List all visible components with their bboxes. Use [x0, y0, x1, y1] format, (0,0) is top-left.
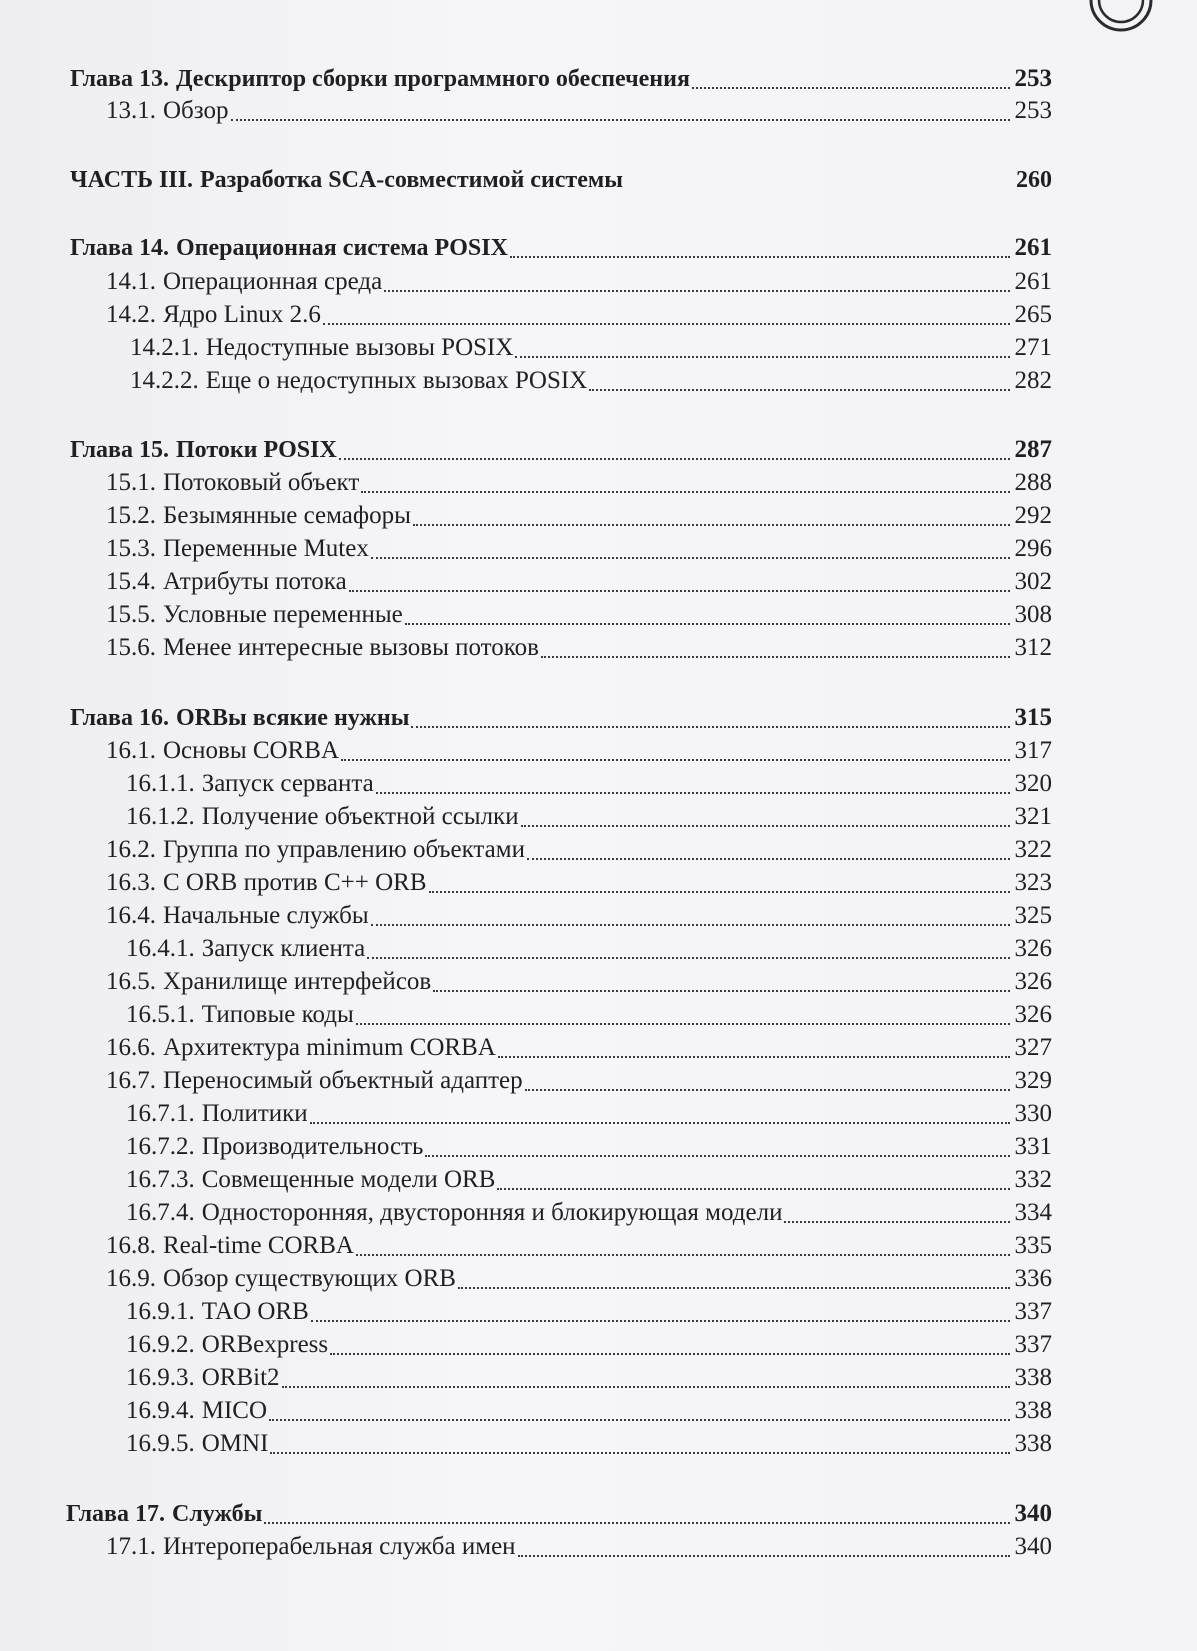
toc-section: [106, 631, 1052, 665]
dot-leader: [269, 1418, 1010, 1421]
toc-title: Операционная система POSIX: [176, 235, 508, 261]
dot-leader: [784, 1220, 1010, 1223]
dot-leader: [339, 457, 1010, 460]
toc-page: 261: [1014, 268, 1052, 295]
toc-subsection: [126, 1361, 1052, 1395]
toc-page: 308: [1014, 601, 1052, 628]
dot-leader: [311, 1319, 1010, 1322]
toc-page: 282: [1014, 367, 1052, 394]
toc-number: 16.9.1.: [126, 1298, 195, 1325]
dot-leader: [231, 118, 1010, 121]
toc-section: [106, 298, 1052, 332]
toc-section: [106, 734, 1052, 768]
toc-section: [106, 1229, 1052, 1263]
toc-number: 16.7.1.: [126, 1100, 195, 1127]
toc-page: 338: [1014, 1397, 1052, 1424]
toc-section: [106, 866, 1052, 900]
toc-number: 16.9.: [106, 1265, 156, 1292]
toc-chapter-13: [70, 62, 1052, 96]
toc-section: [106, 899, 1052, 933]
toc-title: Группа по управлению объектами: [163, 836, 525, 863]
dot-leader: [405, 622, 1010, 625]
toc-page: 296: [1014, 535, 1052, 562]
toc-number: 15.1.: [106, 469, 156, 496]
toc-title: Атрибуты потока: [163, 568, 347, 595]
dot-leader: [310, 1121, 1010, 1124]
toc-page: 322: [1014, 836, 1052, 863]
toc-section: [106, 565, 1052, 599]
dot-leader: [521, 824, 1010, 827]
toc-number: 16.5.: [106, 968, 156, 995]
toc-number: 13.1.: [106, 97, 156, 124]
toc-number: 16.2.: [106, 836, 156, 863]
toc-number: 16.1.2.: [126, 803, 195, 830]
toc-title: Начальные службы: [163, 902, 369, 929]
toc-page: 340: [1014, 1500, 1052, 1527]
dot-leader: [498, 1055, 1010, 1058]
toc-part-3: [70, 163, 1052, 197]
toc-title: Основы CORBA: [163, 737, 340, 764]
toc-page: 332: [1014, 1166, 1052, 1193]
dot-leader: [589, 388, 1010, 391]
toc-section: [106, 466, 1052, 500]
toc-number: Глава 13.: [70, 66, 169, 92]
toc-page: 323: [1014, 869, 1052, 896]
toc-number: 16.6.: [106, 1034, 156, 1061]
toc-subsection: [126, 998, 1052, 1032]
toc-title: Разработка SCA-совместимой системы: [199, 167, 623, 193]
toc-page: 331: [1014, 1133, 1052, 1160]
toc-section: [106, 1530, 1052, 1564]
toc-page: 325: [1014, 902, 1052, 929]
dot-leader: [518, 1554, 1010, 1557]
toc-page: 340: [1014, 1533, 1052, 1560]
toc-title: Недоступные вызовы POSIX: [205, 334, 514, 361]
toc-page: 330: [1014, 1100, 1052, 1127]
dot-leader: [625, 189, 1010, 190]
toc-title: ORBexpress: [201, 1331, 329, 1358]
toc-title: MICO: [201, 1397, 268, 1424]
dot-leader: [458, 1286, 1010, 1289]
toc-number: 14.2.2.: [130, 367, 199, 394]
toc-subsection: [126, 1394, 1052, 1428]
toc-page: 260: [1016, 167, 1052, 193]
dot-leader: [433, 989, 1010, 992]
toc-subsection: [126, 1130, 1052, 1164]
toc-title: Производительность: [201, 1133, 424, 1160]
toc-subsection: [130, 331, 1052, 365]
toc-page: 253: [1014, 97, 1052, 124]
toc-title: Потоковый объект: [163, 469, 360, 496]
toc-chapter-16: [70, 701, 1052, 735]
toc-page: 321: [1014, 803, 1052, 830]
toc-title: Запуск клиента: [201, 935, 366, 962]
toc-title: Политики: [201, 1100, 308, 1127]
toc-title: Переменные Mutex: [163, 535, 369, 562]
toc-page: 320: [1014, 770, 1052, 797]
toc-subsection: [130, 364, 1052, 398]
toc-page: 338: [1014, 1430, 1052, 1457]
toc-chapter-15: [70, 433, 1052, 467]
toc-page: 336: [1014, 1265, 1052, 1292]
dot-leader: [527, 857, 1010, 860]
toc-chapter-17: [66, 1497, 1052, 1531]
toc-number: 16.9.3.: [126, 1364, 195, 1391]
toc-number: Глава 17.: [66, 1501, 165, 1527]
toc-page: 265: [1014, 301, 1052, 328]
toc-title: Потоки POSIX: [176, 437, 337, 463]
toc-subsection: [126, 932, 1052, 966]
dot-leader: [413, 523, 1010, 526]
toc-title: Хранилище интерфейсов: [163, 968, 432, 995]
toc-title: Ядро Linux 2.6: [163, 301, 321, 328]
toc-page: 337: [1014, 1331, 1052, 1358]
toc-number: 16.9.4.: [126, 1397, 195, 1424]
toc-subsection: [126, 1163, 1052, 1197]
toc-subsection: [126, 1295, 1052, 1329]
toc-title: ORBы всякие нужны: [176, 705, 410, 731]
toc-section: [106, 532, 1052, 566]
dot-leader: [692, 86, 1010, 89]
toc-page: 302: [1014, 568, 1052, 595]
toc-number: 15.3.: [106, 535, 156, 562]
dot-leader: [361, 490, 1010, 493]
toc-number: 16.1.: [106, 737, 156, 764]
toc-page: 338: [1014, 1364, 1052, 1391]
toc-title: Real-time CORBA: [163, 1232, 354, 1259]
toc-page: 287: [1014, 436, 1052, 463]
toc-page: 312: [1014, 634, 1052, 661]
toc-number: 15.2.: [106, 502, 156, 529]
toc-page: 253: [1014, 65, 1052, 92]
toc-section: [106, 965, 1052, 999]
toc-page: 315: [1014, 704, 1052, 731]
toc-number: 16.7.2.: [126, 1133, 195, 1160]
toc-number: 14.2.1.: [130, 334, 199, 361]
toc-page: 334: [1014, 1199, 1052, 1226]
toc-number: 16.1.1.: [126, 770, 195, 797]
dot-leader: [323, 322, 1010, 325]
dot-leader: [330, 1352, 1010, 1355]
dot-leader: [541, 655, 1010, 658]
toc-title: Безымянные семафоры: [163, 502, 411, 529]
toc-number: 16.5.1.: [126, 1001, 195, 1028]
toc-number: 16.7.4.: [126, 1199, 195, 1226]
toc-subsection: [126, 767, 1052, 801]
toc-title: Архитектура minimum CORBA: [163, 1034, 496, 1061]
toc-section: [106, 1031, 1052, 1065]
toc-section: [106, 94, 1052, 128]
toc-title: TAO ORB: [201, 1298, 309, 1325]
toc-page: 271: [1014, 334, 1052, 361]
toc-number: ЧАСТЬ III.: [70, 167, 193, 193]
toc-page: 335: [1014, 1232, 1052, 1259]
toc-number: 16.7.3.: [126, 1166, 195, 1193]
toc-title: Односторонняя, двусторонняя и блокирующая модели: [201, 1199, 783, 1226]
toc-title: OMNI: [201, 1430, 269, 1457]
dot-leader: [270, 1451, 1010, 1454]
toc-title: Запуск серванта: [201, 770, 374, 797]
dot-leader: [429, 890, 1010, 893]
toc-title: Обзор: [163, 97, 229, 124]
dot-leader: [376, 791, 1010, 794]
toc-title: Менее интересные вызовы потоков: [163, 634, 539, 661]
toc-subsection: [126, 800, 1052, 834]
dot-leader: [371, 556, 1010, 559]
toc-page: 326: [1014, 935, 1052, 962]
toc-title: Обзор существующих ORB: [163, 1265, 456, 1292]
toc-title: C ORB против C++ ORB: [163, 869, 427, 896]
dot-leader: [510, 255, 1010, 258]
toc-title: Интероперабельная служба имен: [163, 1533, 516, 1560]
toc-number: 17.1.: [106, 1533, 156, 1560]
toc-page: 327: [1014, 1034, 1052, 1061]
toc-title: Еще о недоступных вызовах POSIX: [205, 367, 588, 394]
toc-section: [106, 598, 1052, 632]
toc-page: 329: [1014, 1067, 1052, 1094]
toc-subsection: [126, 1427, 1052, 1461]
dot-leader: [264, 1521, 1010, 1524]
toc-title: Операционная среда: [163, 268, 383, 295]
toc-title: Службы: [172, 1501, 263, 1527]
toc-number: Глава 15.: [70, 437, 169, 463]
toc-number: 15.4.: [106, 568, 156, 595]
toc-section: [106, 1064, 1052, 1098]
toc-number: 16.3.: [106, 869, 156, 896]
toc-title: Переносимый объектный адаптер: [163, 1067, 523, 1094]
toc-subsection: [126, 1328, 1052, 1362]
toc-chapter-14: [70, 231, 1052, 265]
toc-title: ORBit2: [201, 1364, 280, 1391]
dot-leader: [356, 1253, 1010, 1256]
toc-number: 16.4.: [106, 902, 156, 929]
toc-number: 15.5.: [106, 601, 156, 628]
toc-number: 16.4.1.: [126, 935, 195, 962]
dot-leader: [282, 1385, 1010, 1388]
dot-leader: [515, 355, 1010, 358]
toc-subsection: [126, 1196, 1052, 1230]
dot-leader: [371, 923, 1010, 926]
toc-section: [106, 265, 1052, 299]
toc-title: Получение объектной ссылки: [201, 803, 519, 830]
toc-number: Глава 16.: [70, 705, 169, 731]
toc-title: Условные переменные: [163, 601, 403, 628]
toc-section: [106, 833, 1052, 867]
toc-number: 16.9.2.: [126, 1331, 195, 1358]
toc-page: 261: [1014, 234, 1052, 261]
toc-page: 326: [1014, 1001, 1052, 1028]
dot-leader: [356, 1022, 1010, 1025]
toc-title: Совмещенные модели ORB: [201, 1166, 496, 1193]
toc-number: 16.9.5.: [126, 1430, 195, 1457]
dot-leader: [497, 1187, 1010, 1190]
toc-section: [106, 499, 1052, 533]
dot-leader: [411, 725, 1010, 728]
toc-page: 337: [1014, 1298, 1052, 1325]
dot-leader: [349, 589, 1010, 592]
toc-number: 15.6.: [106, 634, 156, 661]
toc-page: 317: [1014, 737, 1052, 764]
toc-page: 326: [1014, 968, 1052, 995]
dot-leader: [384, 289, 1010, 292]
dot-leader: [367, 956, 1010, 959]
dot-leader: [425, 1154, 1010, 1157]
toc-number: 16.8.: [106, 1232, 156, 1259]
toc-page: 292: [1014, 502, 1052, 529]
toc-subsection: [126, 1097, 1052, 1131]
dot-leader: [525, 1088, 1010, 1091]
toc-title: Дескриптор сборки программного обеспечения: [176, 66, 690, 92]
toc-number: Глава 14.: [70, 235, 169, 261]
toc-title: Типовые коды: [201, 1001, 354, 1028]
toc-page: 288: [1014, 469, 1052, 496]
dot-leader: [341, 758, 1010, 761]
toc-number: 14.2.: [106, 301, 156, 328]
toc-section: [106, 1262, 1052, 1296]
toc-number: 16.7.: [106, 1067, 156, 1094]
toc-number: 14.1.: [106, 268, 156, 295]
